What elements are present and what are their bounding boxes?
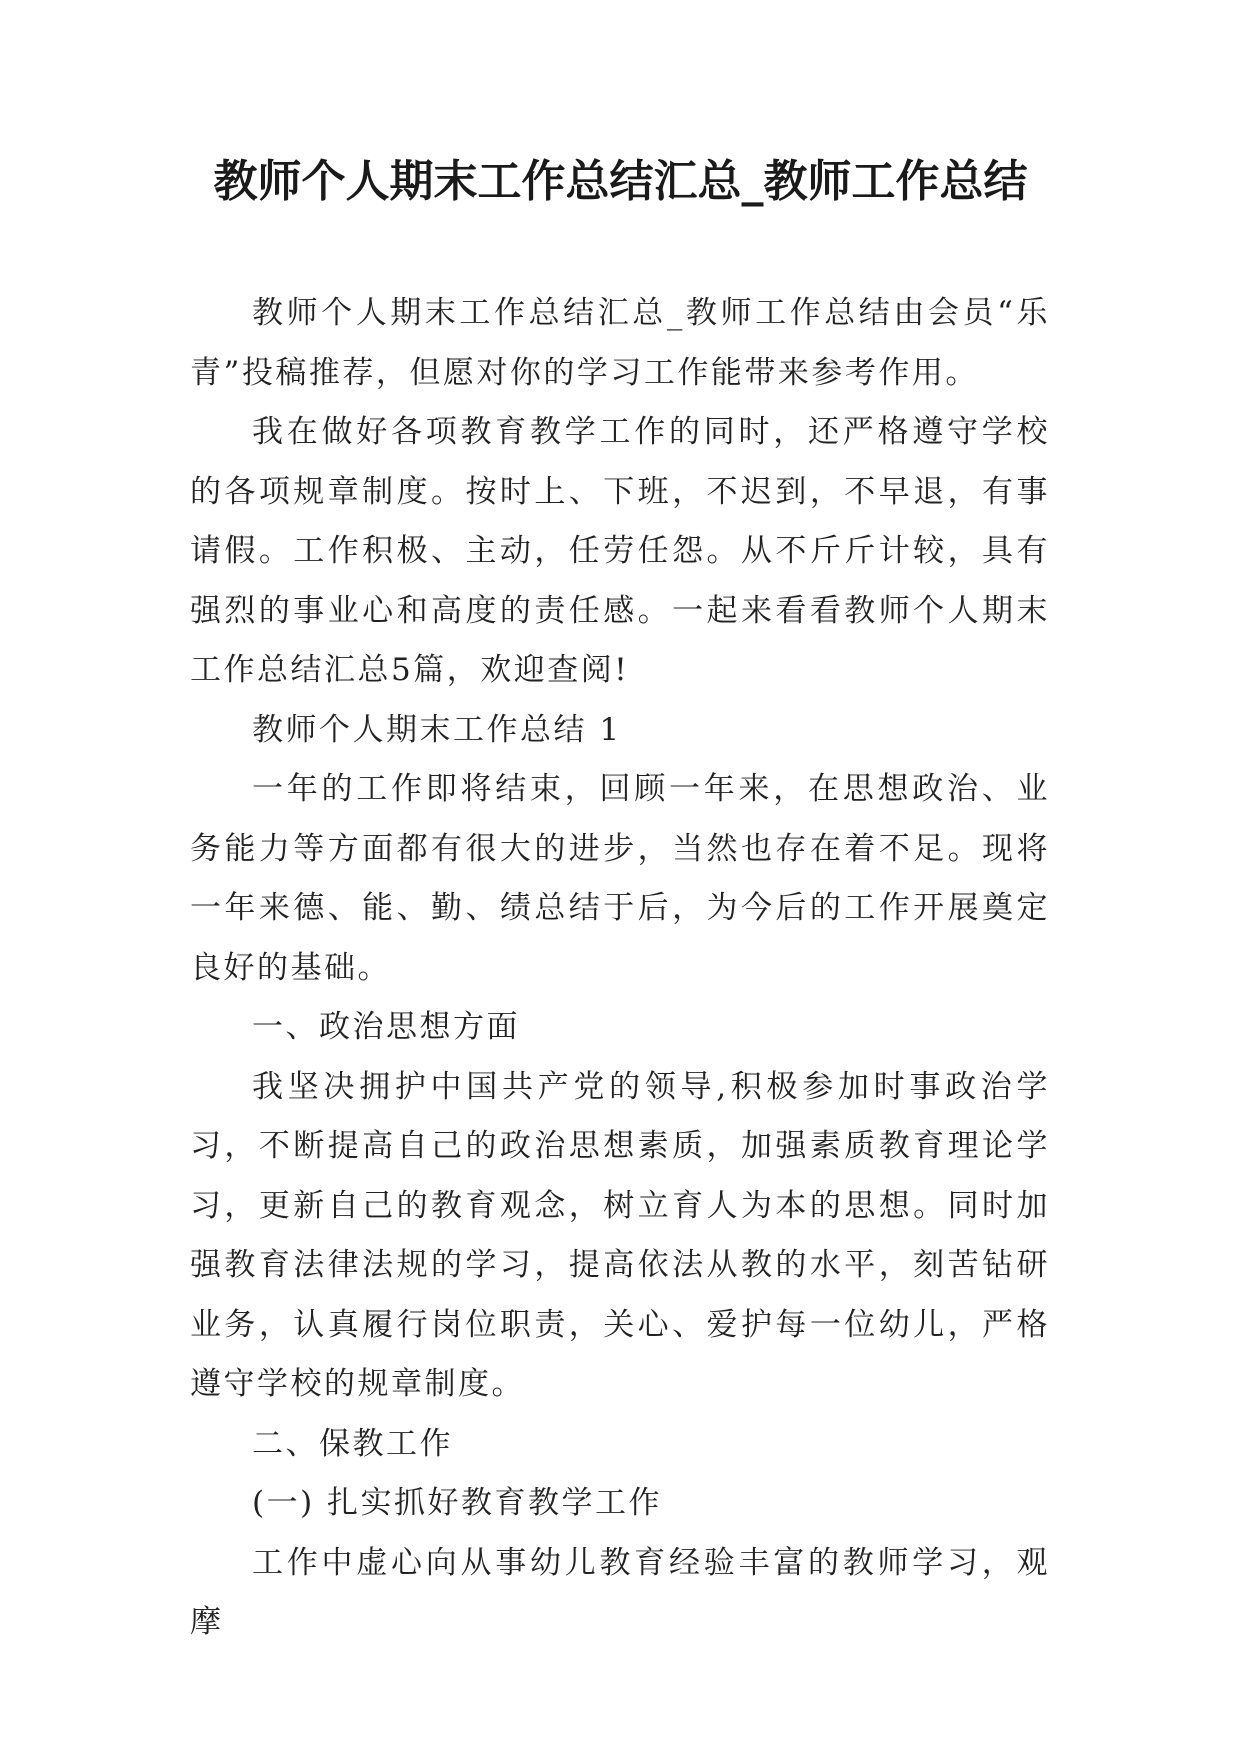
body-paragraph: 我坚决拥护中国共产党的领导,积极参加时事政治学习，不断提高自己的政治思想素质，加强素质教育理论学习，更新自己的教育观念，树立育人为本的思想。同时加强教育法律法规的学习，提高依法从教的水平，刻苦钻研业务，认真履行岗位职责，关心、爱护每一位幼儿，严格遵守学校的规章制度。 (190, 1068, 1050, 1402)
subsection-heading: 一、政治思想方面 (252, 1009, 520, 1045)
body-paragraph: 一年的工作即将结束，回顾一年来，在思想政治、业务能力等方面都有很大的进步，当然也存在着不足。现将一年来德、能、勤、绩总结于后，为今后的工作开展奠定良好的基础。 (190, 771, 1050, 986)
document-title: 教师个人期末工作总结汇总_教师工作总结 (213, 156, 1028, 207)
section-heading: 教师个人期末工作总结 1 (252, 711, 622, 748)
summary-paragraph: 我在做好各项教育教学工作的同时，还严格遵守学校的各项规章制度。按时上、下班，不迟到，不早退，有事请假。工作积极、主动，任劳任怨。从不斤斤计较，具有强烈的事业心和高度的责任感。一起来看看教师个人期末工作总结汇总5篇，欢迎查阅! (190, 414, 1050, 688)
intro-paragraph: 教师个人期末工作总结汇总_教师工作总结由会员“乐青”投稿推荐，但愿对你的学习工作能带来参考作用。 (190, 295, 1050, 391)
body-paragraph: 工作中虚心向从事幼儿教育经验丰富的教师学习，观摩 (190, 1544, 1050, 1640)
subsection-heading: 二、保教工作 (252, 1425, 453, 1462)
document-body (190, 284, 1050, 1653)
sub-item-heading: (一) 扎实抓好教育教学工作 (252, 1485, 663, 1521)
